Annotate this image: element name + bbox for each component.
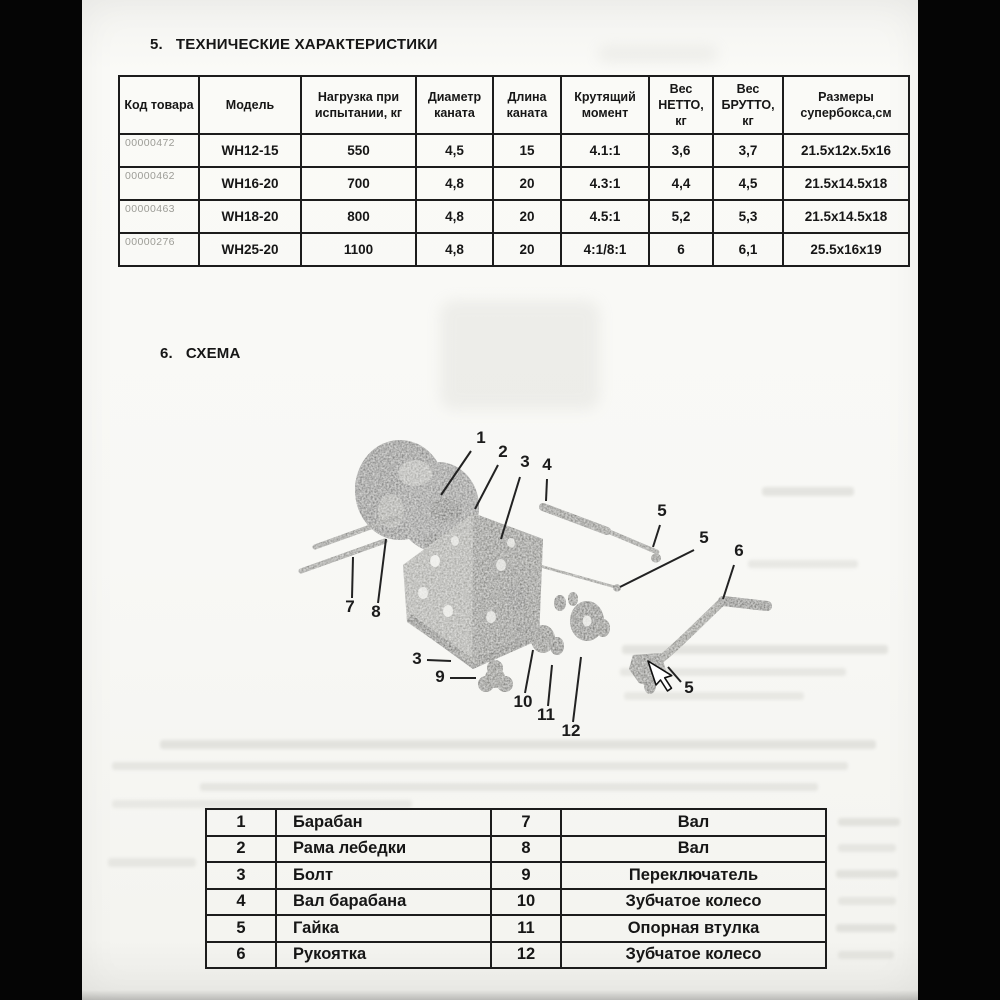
- leader-line: [352, 557, 353, 598]
- section-6-heading: [160, 345, 241, 362]
- spec-cell: 4,8: [416, 167, 493, 200]
- part-number-cell: 6: [206, 942, 276, 969]
- part-name-cell: Гайка: [276, 915, 491, 942]
- spec-cell: WH12-15: [199, 134, 301, 167]
- part-number-cell: 2: [206, 836, 276, 863]
- spec-cell: 4,8: [416, 233, 493, 266]
- section-5-title: ТЕХНИЧЕСКИЕ ХАРАКТЕРИСТИКИ: [175, 36, 438, 53]
- part-name-cell: Рукоятка: [276, 942, 491, 969]
- spec-cell: 4,8: [416, 200, 493, 233]
- part-number-cell: 3: [206, 862, 276, 889]
- spec-cell: 15: [493, 134, 561, 167]
- part-number-cell: 8: [491, 836, 561, 863]
- part-name-cell: Болт: [276, 862, 491, 889]
- crank-handle-part: [629, 601, 767, 694]
- part-number-cell: 5: [206, 915, 276, 942]
- spec-cell: 21.5x14.5x18: [783, 200, 909, 233]
- part-name-cell: Рама лебедки: [276, 836, 491, 863]
- spec-cell: 800: [301, 200, 416, 233]
- part-number-cell: 10: [491, 889, 561, 916]
- spec-cell: 550: [301, 134, 416, 167]
- part-number-label: 11: [537, 705, 555, 724]
- spec-cell: WH18-20: [199, 200, 301, 233]
- part-name-cell: Зубчатое колесо: [561, 889, 826, 916]
- product-code-cell: 00000472: [119, 134, 199, 167]
- spec-cell: 4,4: [649, 167, 713, 200]
- leader-line: [378, 539, 386, 603]
- spec-cell: 25.5x16x19: [783, 233, 909, 266]
- part-number-label: 10: [513, 692, 533, 711]
- spec-cell: 20: [493, 200, 561, 233]
- spec-cell: 4.1:1: [561, 134, 649, 167]
- spec-header-cell: Модель: [199, 76, 301, 134]
- part-name-cell: Опорная втулка: [561, 915, 826, 942]
- part-name-cell: Вал барабана: [276, 889, 491, 916]
- spec-cell: 20: [493, 167, 561, 200]
- spec-cell: 6,1: [713, 233, 783, 266]
- spec-row: [119, 200, 909, 233]
- leader-line: [525, 650, 533, 693]
- part-name-cell: Зубчатое колесо: [561, 942, 826, 969]
- spec-cell: 5,2: [649, 200, 713, 233]
- part-number-label: 3: [520, 452, 530, 471]
- spec-row: [119, 167, 909, 200]
- spec-cell: 3,7: [713, 134, 783, 167]
- part-number-cell: 11: [491, 915, 561, 942]
- part-number-cell: 1: [206, 809, 276, 836]
- part-number-cell: 9: [491, 862, 561, 889]
- part-number-cell: 12: [491, 942, 561, 969]
- drum-shaft-part: [543, 507, 661, 563]
- leader-line: [475, 465, 498, 509]
- spec-cell: 4,5: [713, 167, 783, 200]
- spec-header-cell: Крутящий момент: [561, 76, 649, 134]
- part-name-cell: Барабан: [276, 809, 491, 836]
- leader-line: [548, 665, 552, 706]
- spec-header-cell: Код товара: [119, 76, 199, 134]
- part-number-label: 8: [371, 602, 381, 621]
- parts-row: [206, 862, 826, 889]
- part-number-label: 4: [542, 455, 552, 474]
- leader-line: [573, 657, 581, 722]
- spec-cell: 4:1/8:1: [561, 233, 649, 266]
- product-code-cell: 00000463: [119, 200, 199, 233]
- section-6-title: СХЕМА: [185, 345, 241, 362]
- leader-line: [546, 479, 547, 501]
- spec-row: [119, 233, 909, 266]
- part-number-label: 6: [734, 541, 744, 560]
- parts-row: [206, 836, 826, 863]
- spec-header-cell: Диаметр каната: [416, 76, 493, 134]
- spec-cell: 5,3: [713, 200, 783, 233]
- leader-line: [653, 525, 660, 547]
- part-number-label: 9: [435, 667, 445, 686]
- parts-table: [205, 808, 827, 969]
- spec-cell: 4.3:1: [561, 167, 649, 200]
- part-name-cell: Вал: [561, 809, 826, 836]
- spec-cell: 6: [649, 233, 713, 266]
- part-number-label: 2: [498, 442, 508, 461]
- section-6-number: 6.: [160, 345, 173, 362]
- part-number-label: 12: [561, 721, 581, 740]
- spec-cell: 700: [301, 167, 416, 200]
- parts-row: [206, 809, 826, 836]
- product-code-cell: 00000276: [119, 233, 199, 266]
- spec-cell: 4,5: [416, 134, 493, 167]
- part-number-label: 3: [412, 649, 422, 668]
- part-name-cell: Переключатель: [561, 862, 826, 889]
- section-5-number: 5.: [150, 36, 163, 53]
- spec-cell: 4.5:1: [561, 200, 649, 233]
- spec-row: [119, 134, 909, 167]
- part-number-label: 5: [699, 528, 709, 547]
- leader-line: [723, 565, 734, 599]
- part-number-label: 7: [345, 597, 355, 616]
- spec-header-cell: Длина каната: [493, 76, 561, 134]
- part-name-cell: Вал: [561, 836, 826, 863]
- parts-row: [206, 889, 826, 916]
- section-5-heading: [150, 36, 438, 53]
- parts-row: [206, 915, 826, 942]
- part-number-cell: 7: [491, 809, 561, 836]
- spec-cell: 3,6: [649, 134, 713, 167]
- part-number-label: 5: [657, 501, 667, 520]
- spec-cell: 21.5x14.5x18: [783, 167, 909, 200]
- spec-table-body: [119, 76, 909, 266]
- part-number-label: 5: [684, 678, 694, 697]
- spec-cell: WH16-20: [199, 167, 301, 200]
- spec-table: [118, 75, 910, 267]
- leader-line: [427, 660, 451, 661]
- spec-cell: 21.5x12x.5x16: [783, 134, 909, 167]
- spec-cell: WH25-20: [199, 233, 301, 266]
- winch-exploded-diagram: [295, 415, 805, 760]
- switch-knob-part: [478, 660, 513, 692]
- spec-header-row: [119, 76, 909, 134]
- parts-row: [206, 942, 826, 969]
- parts-table-body: [206, 809, 826, 968]
- spec-header-cell: Вес НЕТТО, кг: [649, 76, 713, 134]
- spec-header-cell: Вес БРУТТО, кг: [713, 76, 783, 134]
- spec-cell: 20: [493, 233, 561, 266]
- part-number-cell: 4: [206, 889, 276, 916]
- spec-header-cell: Нагрузка при испытании, кг: [301, 76, 416, 134]
- part-number-label: 1: [476, 428, 486, 447]
- product-code-cell: 00000462: [119, 167, 199, 200]
- spec-header-cell: Размеры супербокса,см: [783, 76, 909, 134]
- spec-cell: 1100: [301, 233, 416, 266]
